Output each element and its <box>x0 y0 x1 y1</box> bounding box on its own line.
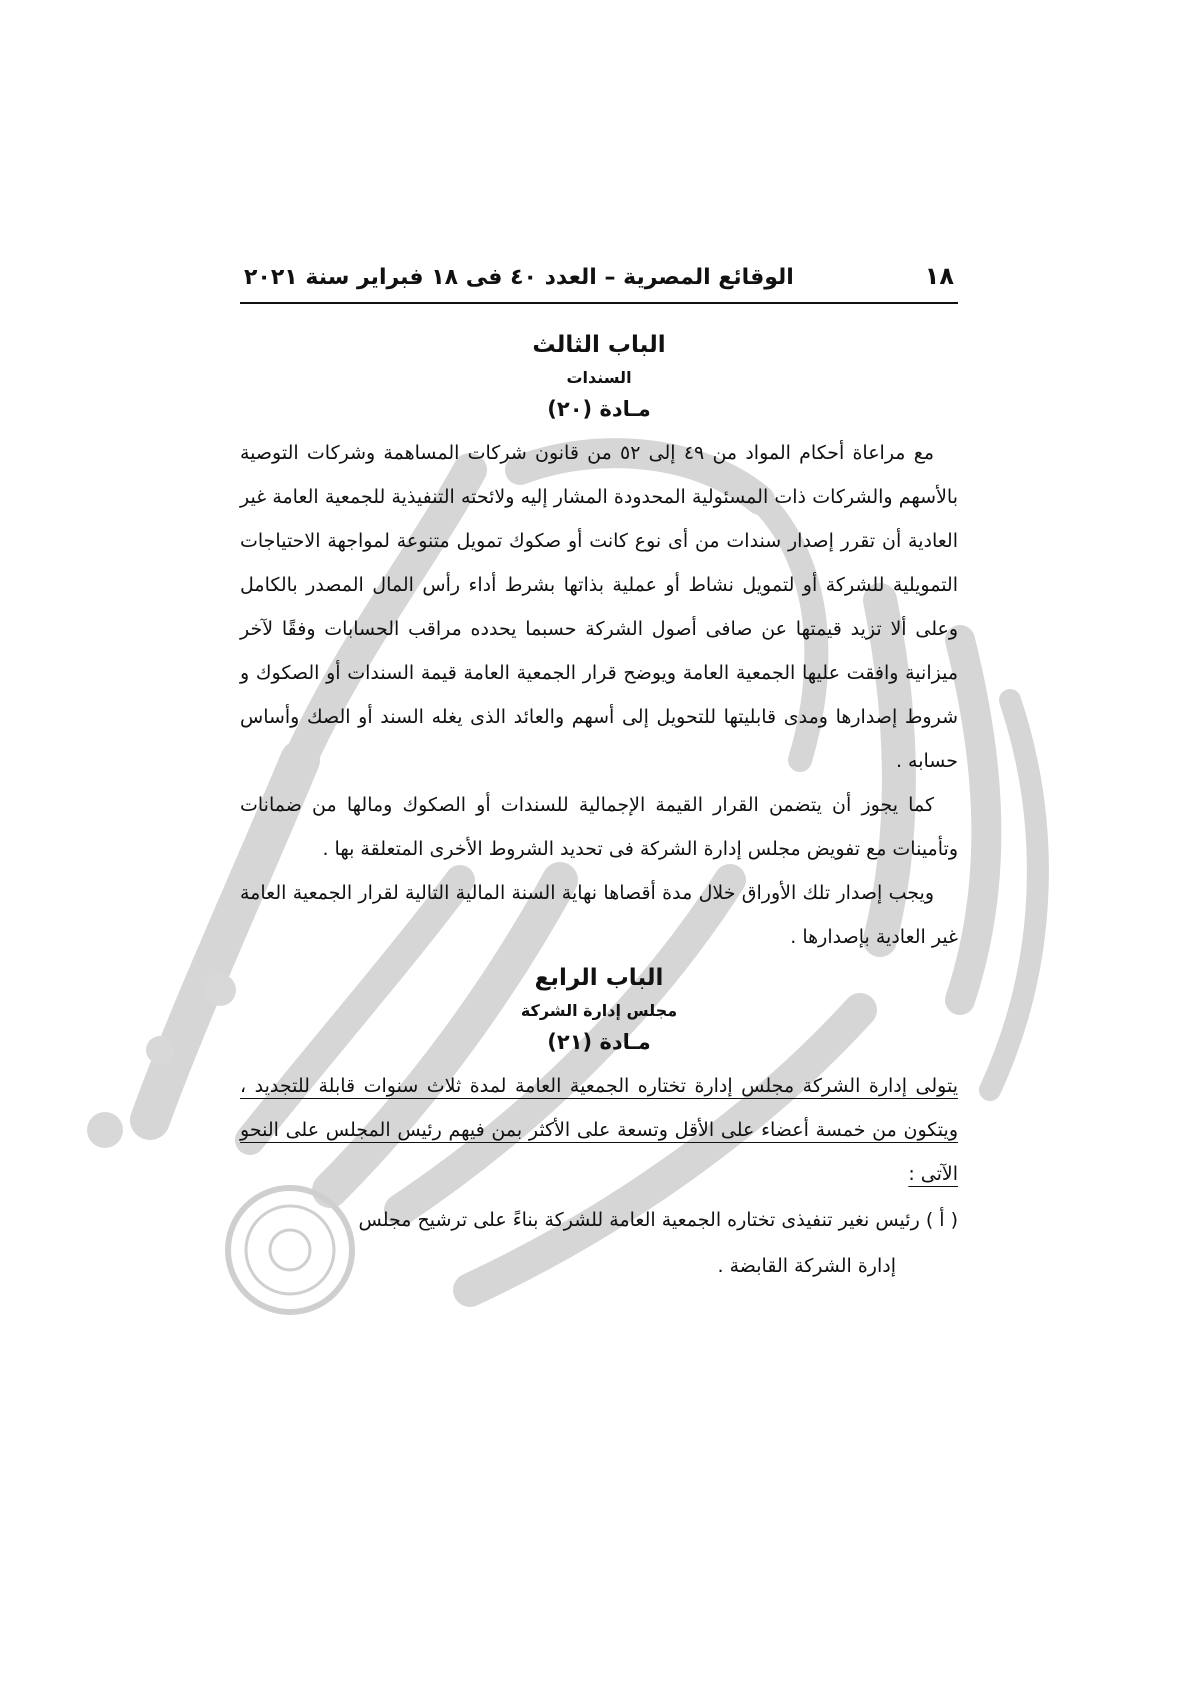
document-page <box>240 262 958 1288</box>
article-21-intro: يتولى إدارة الشركة مجلس إدارة تختاره الجمعية العامة لمدة ثلاث سنوات قابلة للتجديد ، ويتكون من خمسة أعضاء على الأقل وتسعة على الأكثر بمن فيهم رئيس المجلس على النحو الآتى : <box>240 1075 958 1185</box>
watermark-dot <box>146 1036 174 1064</box>
gazette-issue-title: الوقائع المصرية – العدد ٤٠ فى ١٨ فبراير سنة ٢٠٢١ <box>244 265 794 290</box>
page-header <box>240 262 958 304</box>
watermark-stroke <box>960 640 986 1000</box>
article-21-item-a <box>240 1198 958 1242</box>
part-3-title: الباب الثالث <box>532 332 666 358</box>
article-20-title: مـادة (٢٠) <box>547 397 651 421</box>
watermark-dot <box>204 974 236 1006</box>
item-a-text: رئيس نغير تنفيذى تختاره الجمعية العامة للشركة بناءً على ترشيح مجلس <box>358 1209 920 1231</box>
item-a-label: ( أ ) <box>925 1209 958 1231</box>
part-4-title: الباب الرابع <box>534 965 664 991</box>
part-4-subtitle: مجلس إدارة الشركة <box>520 1001 678 1020</box>
article-20-paragraph: ويجب إصدار تلك الأوراق خلال مدة أقصاها نهاية السنة المالية التالية لقرار الجمعية العامة غير العادية بإصدارها . <box>240 882 958 948</box>
watermark-stroke <box>990 700 1038 1090</box>
page-number: ١٨ <box>924 262 954 290</box>
article-21-item-a-continuation: إدارة الشركة القابضة . <box>717 1255 896 1277</box>
article-20-paragraph: كما يجوز أن يتضمن القرار القيمة الإجمالية للسندات أو الصكوك ومالها من ضمانات وتأمينات مع تفويض مجلس إدارة الشركة فى تحديد الشروط الأخرى المتعلقة بها . <box>240 794 958 860</box>
article-20-paragraph: مع مراعاة أحكام المواد من ٤٩ إلى ٥٢ من قانون شركات المساهمة وشركات التوصية بالأسهم والشركات ذات المسئولية المحدودة المشار إليه ولائحته التنفيذية للجمعية العامة غير العادية أن تقرر إصدار سندات من أى نوع كانت أو صكوك تمويل متنوعة لمواجهة الاحتياجات التمويلية للشركة أو لتمويل نشاط أو عملية بذاتها بشرط أداء رأس المال المصدر بالكامل وعلى ألا تزيد قيمتها عن صافى أصول الشركة حسبما يحدده مراقب الحسابات وفقًا لآخر ميزانية وافقت عليها الجمعية العامة ويوضح قرار الجمعية العامة قيمة السندات أو الصكوك و شروط إصدارها ومدى قابليتها للتحويل إلى أسهم والعائد الذى يغله السند أو الصك وأساس حسابه . <box>240 442 958 772</box>
article-21-title: مـادة (٢١) <box>547 1030 651 1054</box>
watermark-dot <box>87 1112 123 1148</box>
part-3-subtitle: السندات <box>566 368 632 387</box>
